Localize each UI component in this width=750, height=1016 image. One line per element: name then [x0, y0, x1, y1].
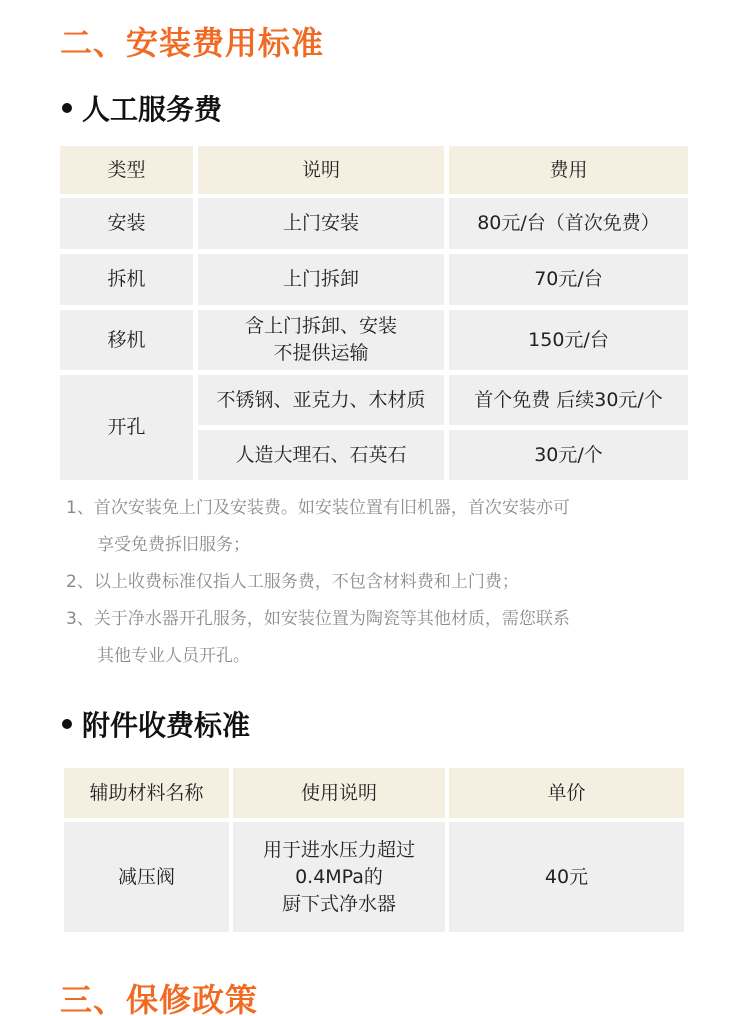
table-cell-desc: 不锈钢、亚克力、木材质: [198, 375, 444, 425]
table-cell-fee: 70元/台: [449, 254, 688, 305]
desc-line: 厨下式净水器: [281, 892, 396, 915]
table-cell-desc: [198, 310, 444, 370]
table-cell-type: 移机: [60, 310, 193, 370]
table-cell-desc: [233, 822, 445, 932]
subtitle-labor-text: 人工服务费: [82, 93, 223, 126]
table-cell-fee: 首个免费 后续30元/个: [449, 375, 688, 425]
bullet-icon: [62, 719, 72, 729]
desc-line: 0.4MPa的: [295, 865, 383, 888]
table-header-cell: 说明: [198, 146, 444, 194]
table-header-cell: 使用说明: [233, 768, 445, 818]
table-cell-type: 安装: [60, 198, 193, 249]
note-line: 1、首次安装免上门及安装费。如安装位置有旧机器，首次安装亦可: [66, 498, 570, 518]
note-line: 3、关于净水器开孔服务，如安装位置为陶瓷等其他材质，需您联系: [66, 609, 570, 629]
table-cell-desc: 上门安装: [198, 198, 444, 249]
section-title-install-fees: 二、安装费用标准: [60, 24, 325, 62]
table-cell-fee: 80元/台（首次免费）: [449, 198, 688, 249]
section-title-warranty: 三、保修政策: [60, 981, 259, 1016]
table-cell-type: 开孔: [60, 375, 193, 480]
table-header-cell: 费用: [449, 146, 688, 194]
table-header-cell: 单价: [449, 768, 684, 818]
desc-line: 不提供运输: [273, 342, 369, 364]
table-cell-desc: 人造大理石、石英石: [198, 430, 444, 480]
desc-line: 用于进水压力超过: [262, 838, 415, 861]
table-header-cell: 类型: [60, 146, 193, 194]
table-header-cell: 辅助材料名称: [64, 768, 229, 818]
table-cell-type: 拆机: [60, 254, 193, 305]
table-cell-price: 40元: [449, 822, 684, 932]
desc-line: 含上门拆卸、安装: [244, 315, 397, 337]
note-line: 享受免费拆旧服务；: [97, 535, 250, 555]
table-cell-name: 减压阀: [64, 822, 229, 932]
subtitle-accessory: [62, 704, 250, 744]
table-cell-desc: 上门拆卸: [198, 254, 444, 305]
subtitle-accessory-text: 附件收费标准: [82, 709, 251, 742]
subtitle-labor: [62, 88, 222, 128]
bullet-icon: [62, 103, 72, 113]
note-line: 其他专业人员开孔。: [97, 646, 250, 666]
note-line: 2、以上收费标准仅指人工服务费，不包含材料费和上门费；: [66, 572, 519, 592]
table-cell-fee: 150元/台: [449, 310, 688, 370]
table-cell-fee: 30元/个: [449, 430, 688, 480]
